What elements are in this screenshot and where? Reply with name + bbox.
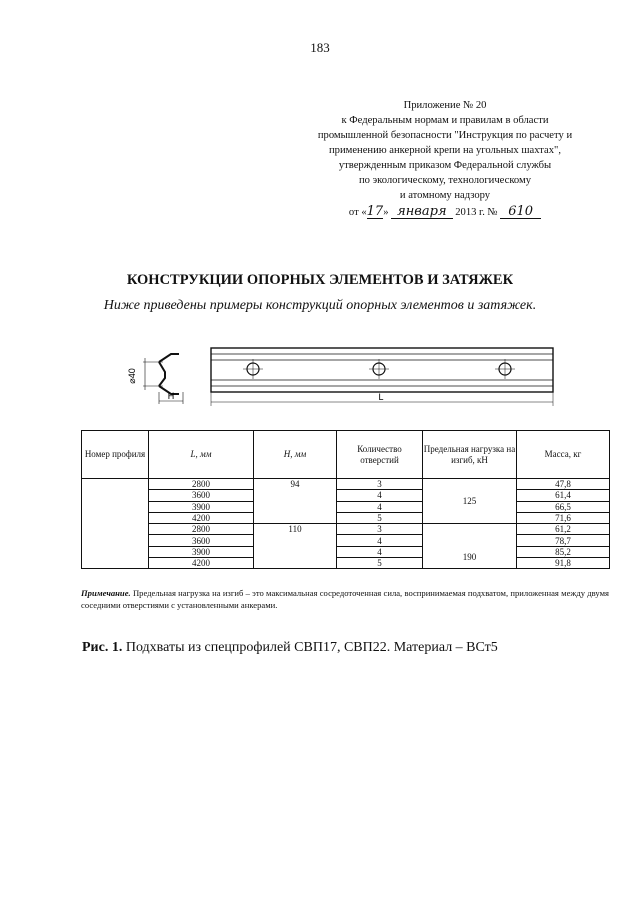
header-hole-count: Количество отверстий (337, 431, 423, 479)
mass-cell: 78,7 (517, 535, 610, 546)
appendix-line: по экологическому, технологическому (358, 175, 532, 186)
mass-cell: 61,4 (517, 490, 610, 501)
table-header-row (82, 431, 610, 479)
table-row (82, 535, 610, 546)
profile-cross-section (125, 340, 205, 410)
mass-cell: 85,2 (517, 546, 610, 557)
header-length: L, мм (149, 431, 254, 479)
header-bending-load: Предельная нагрузка на изгиб, кН (423, 431, 517, 479)
figure-text: Подхваты из спецпрофилей СВП17, СВП22. Материал – ВСт5 (122, 640, 498, 655)
appendix-block (300, 98, 590, 220)
handwritten-number: 610 (500, 204, 541, 219)
length-cell: 2800 (149, 479, 254, 490)
table-note (81, 587, 609, 611)
mass-cell: 91,8 (517, 558, 610, 569)
mass-cell: 61,2 (517, 524, 610, 535)
table-row (82, 479, 610, 490)
table-row (82, 546, 610, 557)
dim-h-label: H (167, 391, 175, 401)
table-row (82, 501, 610, 512)
profile-top-flange (159, 354, 179, 362)
dim-40-label: ⌀40 (127, 368, 137, 384)
length-cell: 4200 (149, 558, 254, 569)
appendix-line: к Федеральным нормам и правилам в области (341, 115, 549, 126)
profile-number-cell (82, 479, 149, 569)
length-cell: 3600 (149, 535, 254, 546)
figure-caption (82, 640, 498, 656)
appendix-line: применению анкерной крепи на угольных шахтах", (328, 145, 561, 156)
appendix-line: и атомному надзору (399, 190, 491, 201)
length-cell: 3900 (149, 501, 254, 512)
figure-label: Рис. 1. (82, 640, 123, 655)
length-cell: 4200 (149, 512, 254, 523)
mass-cell: 71,6 (517, 512, 610, 523)
table-row (82, 558, 610, 569)
section-title: КОНСТРУКЦИИ ОПОРНЫХ ЭЛЕМЕНТОВ И ЗАТЯЖЕК (126, 272, 514, 288)
profile-side-view (205, 340, 560, 410)
load-cell: 125 (423, 479, 517, 524)
section-subtitle: Ниже приведены примеры конструкций опорных элементов и затяжек. (103, 298, 537, 313)
table-row (82, 490, 610, 501)
length-cell: 2800 (149, 524, 254, 535)
holes-cell: 3 (337, 479, 423, 490)
height-cell: 110 (254, 524, 337, 569)
header-profile-number: Номер профиля (82, 431, 149, 479)
holes-cell: 4 (337, 501, 423, 512)
holes-cell: 5 (337, 512, 423, 523)
handwritten-day: 17 (366, 204, 384, 219)
holes-cell: 4 (337, 546, 423, 557)
height-cell: 94 (254, 479, 337, 524)
profile-web (159, 362, 165, 386)
note-label: Примечание. (81, 588, 131, 598)
appendix-line: утвержденным приказом Федеральной службы (338, 160, 552, 171)
length-cell: 3600 (149, 490, 254, 501)
note-text: Предельная нагрузка на изгиб – это максимальная сосредоточенная сила, воспринимаемая подхватом, приложенная между двумя соседними отверстиями с установленными анкерами. (81, 588, 609, 610)
dim-l-label: L (378, 392, 384, 402)
mass-cell: 66,5 (517, 501, 610, 512)
handwritten-month: января (391, 204, 452, 219)
holes-cell: 4 (337, 490, 423, 501)
appendix-line: Приложение № 20 (403, 100, 487, 111)
length-cell: 3900 (149, 546, 254, 557)
holes-cell: 4 (337, 535, 423, 546)
appendix-date: от «17» января 2013 г. № 610 (300, 204, 590, 220)
appendix-line: промышленной безопасности "Инструкция по расчету и (317, 130, 573, 141)
table-row (82, 524, 610, 535)
table-row (82, 512, 610, 523)
header-height: H, мм (254, 431, 337, 479)
load-cell: 190 (423, 524, 517, 569)
header-mass: Масса, кг (517, 431, 610, 479)
holes-cell: 3 (337, 524, 423, 535)
holes-cell: 5 (337, 558, 423, 569)
profile-spec-table (81, 430, 610, 569)
page-number: 183 (310, 40, 330, 55)
mass-cell: 47,8 (517, 479, 610, 490)
